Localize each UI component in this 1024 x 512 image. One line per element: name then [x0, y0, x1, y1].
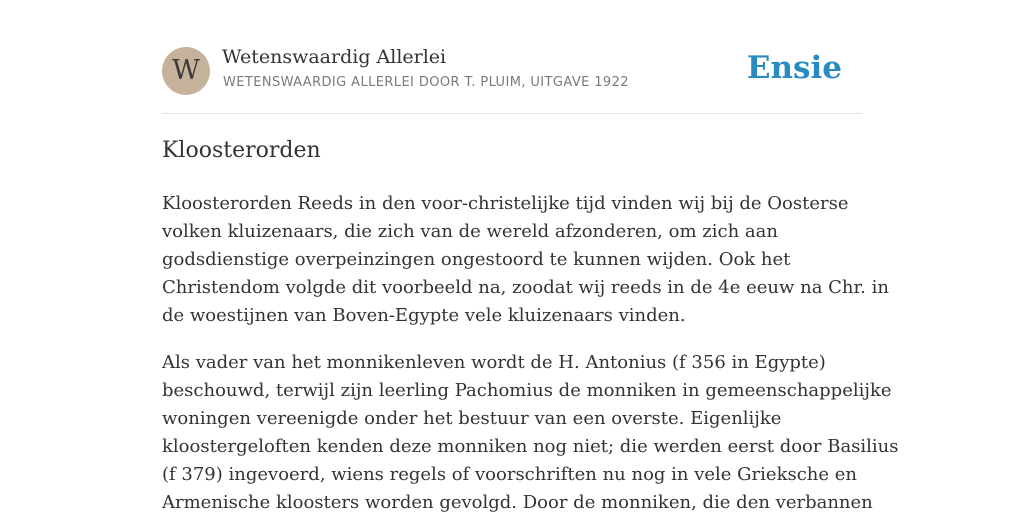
text-line: Als vader van het monnikenleven wordt de H. Antonius (f 356 in Egypte) — [162, 352, 826, 373]
source-subtitle: WETENSWAARDIG ALLERLEI DOOR T. PLUIM, UITGAVE 1922 — [223, 75, 629, 90]
text-line: godsdienstige overpeinzingen ongestoord te kunnen wijden. Ook het — [162, 249, 791, 270]
header-divider — [162, 113, 862, 114]
source-header — [162, 46, 862, 96]
text-line: beschouwd, terwijl zijn leerling Pachomius de monniken in gemeenschappelijke — [162, 380, 892, 401]
text-line: (f 379) ingevoerd, wiens regels of voorschriften nu nog in vele Grieksche en — [162, 464, 858, 485]
article-body — [162, 190, 899, 512]
text-line: woningen vereenigde onder het bestuur van een overste. Eigenlijke — [162, 408, 782, 429]
text-line: Armenische kloosters worden gevolgd. Door de monniken, die den verbannen — [162, 492, 873, 512]
source-avatar[interactable]: W — [162, 47, 210, 95]
ensie-logo-link[interactable]: Ensie — [746, 50, 842, 86]
text-line: volken kluizenaars, die zich van de wereld afzonderen, om zich aan — [162, 221, 778, 242]
source-title[interactable]: Wetenswaardig Allerlei — [222, 46, 447, 68]
article-paragraph — [162, 349, 899, 512]
article-paragraph — [162, 190, 889, 330]
text-line: Kloosterorden Reeds in den voor-christelijke tijd vinden wij bij de Oosterse — [162, 193, 849, 214]
text-line: de woestijnen van Boven-Egypte vele kluizenaars vinden. — [162, 305, 686, 326]
text-line: Christendom volgde dit voorbeeld na, zoodat wij reeds in de 4e eeuw na Chr. in — [162, 277, 889, 298]
article-title: Kloosterorden — [162, 138, 321, 163]
text-line: kloostergeloften kenden deze monniken nog niet; die werden eerst door Basilius — [162, 436, 899, 457]
